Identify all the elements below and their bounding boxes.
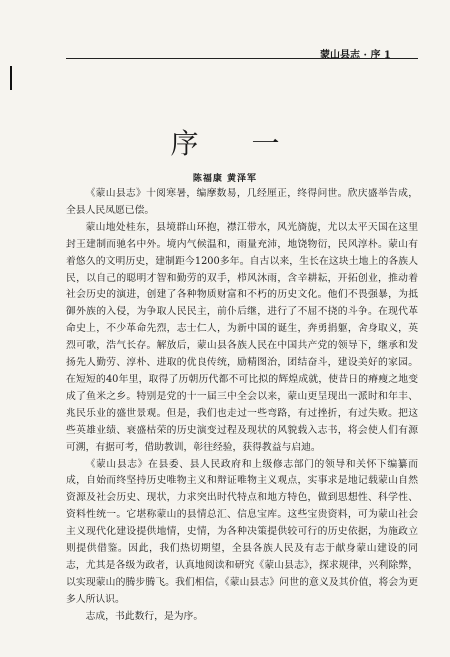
- margin-mark: [10, 66, 12, 90]
- authors-line: 陈福康 黄泽军: [192, 174, 258, 184]
- header-rule: [66, 58, 418, 59]
- paragraph: 《蒙山县志》在县委、县人民政府和上级修志部门的领导和关怀下编纂而成，自始而终坚持历史唯物主义和辩证唯物主义观点，实事求是地记载蒙山自然资源及社会历史、现状，力求突出时代特点和地方特色，做到思想性、科学性、资料性统一。它堪称蒙山的县情总汇、信息宝库。这些宝贵资料，可为蒙山社会主义现代化建设提供地情，史情，为各种决策提供较可行的历史依据，为施政立则提供借鉴。因此，我们热切期望，全县各族人民及有志于献身蒙山建设的同志，尤其是各级为政者，认真地阅读和研究《蒙山县志》，探求规律，兴利除弊，以实现蒙山的腾步腾飞。我们相信，《蒙山县志》问世的意义及其价值，将会为更多人所认识。: [66, 458, 418, 605]
- paragraph: 《蒙山县志》十阅寒暑，编摩数易，几经厘正，终得问世。欣庆盛举告成，全县人民凤愿已偿。: [66, 188, 418, 216]
- page-title: 序 一: [170, 127, 302, 160]
- body-text: [66, 186, 418, 626]
- paragraph: 蒙山地处桂东，县境群山环抱，襟江带水，风光旖旎，尤以太平天国在这里封王建制而驰名中外。境内气候温和，雨量充沛，地饶物衍，民风淳朴。蒙山有着悠久的文明历史，建制距今1200多年。自古以来，生长在这块土地上的各族人民，以自己的聪明才智和勤劳的双手，栉风沐雨，含辛耕耘，开拓创业，推动着社会历史的演进，创建了各种物质财富和不朽的历史文化。他们不畏强暴，为抵御外族的入侵，为争取人民民主，前仆后继，进行了不屈不挠的斗争。在现代革命史上，不少革命先烈，志士仁人，为新中国的诞生，奔勇捐躯，舍身取义，英烈可歌，浩气长存。解放后，蒙山县各族人民在中国共产党的领导下，继承和发扬先人勤劳、淳朴、进取的优良传统，励精图治，团结奋斗，建设美好的家园。在短短的40年里，取得了历朝历代都不可比拟的辉煌成就，使昔日的瘠瘦之地变成了鱼米之乡。特别是党的十一届三中全会以来，蒙山更呈现出一派时和年丰、兆民乐业的盛世景观。但是，我们也走过一些弯路，有过挫折，有过失败。把这些英雄业绩、衰盛枯荣的历史演变过程及现状的风貌载入志书，将会使人们有源可溯，有据可考，借助教训，彰往经验，获得教益与启迪。: [66, 221, 418, 453]
- paragraph: 志成，书此数行，是为序。: [85, 610, 204, 622]
- running-header: 蒙山县志 · 序 1: [320, 50, 391, 61]
